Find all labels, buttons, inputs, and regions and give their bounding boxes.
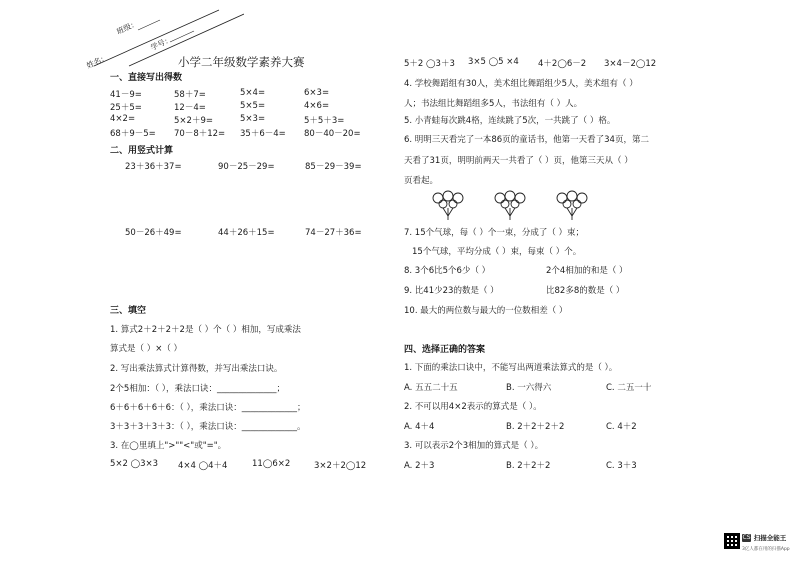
page-title: 小学二年级数学素养大赛 xyxy=(178,55,305,69)
fill-q5: 5. 小青蛙每次跳4格，连续跳了5次，一共跳了（ ）格。 xyxy=(404,116,616,126)
mental-math-item: 41－9= xyxy=(110,90,142,100)
fill-q6-line3: 页看起。 xyxy=(404,176,439,186)
mental-math-item: 70－8＋12= xyxy=(174,129,226,139)
mental-math-item: 6×3= xyxy=(304,88,330,98)
mental-math-item: 5×2＋9= xyxy=(174,116,213,126)
mental-math-item: 25＋5= xyxy=(110,103,142,113)
choice-q1-option-b: B. 一六得六 xyxy=(506,383,552,393)
scanner-name: 扫描全能王 xyxy=(753,534,787,542)
fill-q1-line2: 算式是（ ）×（ ） xyxy=(110,344,183,354)
class-label: 班级： xyxy=(115,18,140,37)
mental-math-item: 68＋9－5= xyxy=(110,129,156,139)
fill-q4-line2: 人；书法组比舞蹈组多5人，书法组有（ ）人。 xyxy=(404,99,583,109)
fill-q8-a: 8. 3个6比5个6少（ ） xyxy=(404,266,491,276)
balloon-bunch-1 xyxy=(430,190,466,224)
choice-q3-option-b: B. 2＋2＋2 xyxy=(506,461,551,471)
fill-q4-line1: 4. 学校舞蹈组有30人，美术组比舞蹈组少5人，美术组有（ ） xyxy=(404,79,638,89)
compare-item-8: 3×4－2◯12 xyxy=(604,59,657,69)
compare-item-4: 3×2＋2◯12 xyxy=(314,461,367,471)
mental-math-item: 12－4= xyxy=(174,103,206,113)
qr-code-icon xyxy=(724,533,740,549)
vertical-calc-1: 23＋36＋37= xyxy=(125,162,182,172)
vertical-calc-6: 74－27＋36= xyxy=(305,228,362,238)
section-4-heading: 四、选择正确的答案 xyxy=(404,345,486,355)
choice-q3: 3. 可以表示2个3相加的算式是（ ）。 xyxy=(404,441,544,451)
mental-math-item: 35＋6－4= xyxy=(240,129,286,139)
compare-item-1: 5×2 ◯3×3 xyxy=(110,459,159,469)
choice-q3-option-c: C. 3＋3 xyxy=(606,461,637,471)
fill-q6-line1: 6. 明明三天看完了一本86页的童话书，他第一天看了34页，第二 xyxy=(404,135,649,145)
mental-math-item: 5×5= xyxy=(240,101,266,111)
scanner-watermark xyxy=(742,533,790,553)
section-1-heading: 一、直接写出得数 xyxy=(110,73,183,83)
fill-q2-a: 2个5相加：（ ），乘法口诀：______________； xyxy=(110,384,286,394)
mental-math-item: 4×2= xyxy=(110,114,136,124)
compare-item-7: 4＋2◯6－2 xyxy=(538,59,587,69)
mental-math-item: 5＋5＋3= xyxy=(304,116,345,126)
compare-item-6: 3×5 ◯5 ×4 xyxy=(468,57,519,67)
fill-q7-line2: 15个气球，平均分成（ ）束，每束（ ）个。 xyxy=(412,247,582,257)
vertical-calc-5: 44＋26＋15= xyxy=(218,228,275,238)
scanner-tagline: 3亿人都在用的扫描App xyxy=(742,547,790,552)
vertical-calc-4: 50－26＋49= xyxy=(125,228,182,238)
choice-q2-option-a: A. 4＋4 xyxy=(404,422,435,432)
scanner-logo-icon: CS xyxy=(742,533,751,541)
balloon-bunch-2 xyxy=(492,190,528,224)
fill-q6-line2: 天看了31页，明明前两天一共看了（ ）页，他第三天从（ ） xyxy=(404,156,633,166)
mental-math-item: 58＋7= xyxy=(174,90,206,100)
choice-q2-option-c: C. 4＋2 xyxy=(606,422,637,432)
fill-q9-a: 9. 比41少23的数是（ ） xyxy=(404,286,499,296)
fill-q10: 10. 最大的两位数与最大的一位数相差（ ） xyxy=(404,306,568,316)
choice-q1-option-a: A. 五五二十五 xyxy=(404,383,458,393)
fill-q2-b: 6＋6＋6＋6＋6：（ ），乘法口诀：_____________； xyxy=(110,403,306,413)
fill-q1-line1: 1. 算式2＋2＋2＋2是（ ）个（ ）相加，写成乘法 xyxy=(110,325,301,335)
fill-q3: 3. 在◯里填上">""<"或"="。 xyxy=(110,441,227,451)
mental-math-item: 80－40－20= xyxy=(304,129,361,139)
compare-item-2: 4×4 ◯4＋4 xyxy=(178,461,228,471)
fill-q8-b: 2个4相加的和是（ ） xyxy=(546,266,628,276)
fill-q2-c: 3＋3＋3＋3＋3：（ ），乘法口诀：_____________。 xyxy=(110,422,306,432)
section-2-heading: 二、用竖式计算 xyxy=(110,146,174,156)
compare-item-3: 11◯6×2 xyxy=(252,459,291,469)
balloon-bunch-3 xyxy=(554,190,590,224)
compare-item-5: 5＋2 ◯3＋3 xyxy=(404,59,455,69)
student-id-label: 学号： xyxy=(149,34,174,53)
mental-math-item: 4×6= xyxy=(304,101,330,111)
choice-q3-option-a: A. 2＋3 xyxy=(404,461,435,471)
mental-math-item: 5×3= xyxy=(240,114,266,124)
choice-q2: 2. 不可以用4×2表示的算式是（ ）。 xyxy=(404,402,542,412)
vertical-calc-3: 85－29－39= xyxy=(305,162,362,172)
choice-q1-option-c: C. 二五一十 xyxy=(606,383,652,393)
section-3-heading: 三、填空 xyxy=(110,306,147,316)
fill-q7-line1: 7. 15个气球，每（ ）个一束，分成了（ ）束； xyxy=(404,228,585,238)
choice-q2-option-b: B. 2＋2＋2＋2 xyxy=(506,422,565,432)
name-label: 姓名： xyxy=(85,52,110,71)
fill-q9-b: 比82多8的数是（ ） xyxy=(546,286,625,296)
vertical-calc-2: 90－25－29= xyxy=(218,162,275,172)
choice-q1: 1. 下面的乘法口诀中，不能写出两道乘法算式的是（ ）。 xyxy=(404,363,618,373)
fill-q2: 2. 写出乘法算式计算得数，并写出乘法口诀。 xyxy=(110,364,283,374)
mental-math-item: 5×4= xyxy=(240,88,266,98)
